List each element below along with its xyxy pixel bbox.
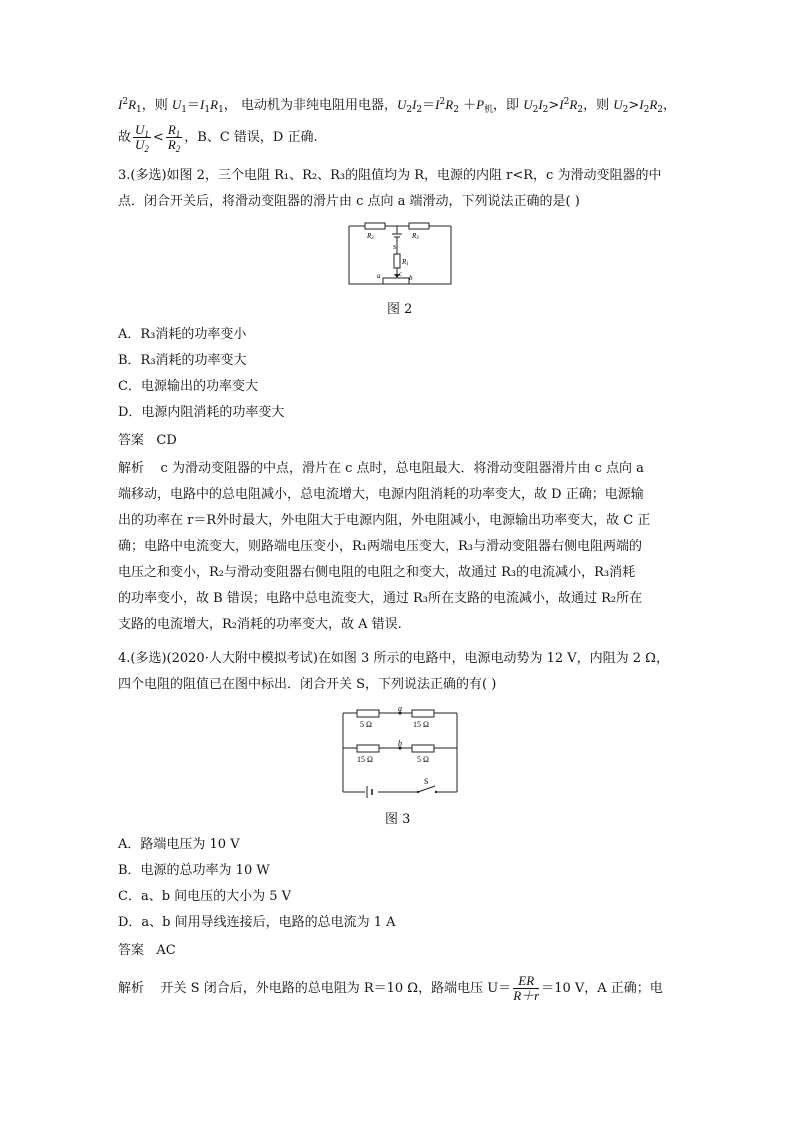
svg-text:c: c [399, 270, 403, 278]
resistor-r1 [394, 254, 400, 268]
svg-text:5 Ω: 5 Ω [417, 755, 429, 764]
switch-blade [418, 786, 435, 792]
continuation-line-2: 故 $\frac{U_1}{U_2}$ < $\frac{R_1}{R_2}$ ，B、C 错误，D 正确. [118, 122, 318, 154]
svg-text:15 Ω: 15 Ω [357, 755, 373, 764]
q4-option-b: B．电源的总功率为 10 W [118, 863, 270, 878]
q3-analysis-line-2: 端移动，电路中的总电阻减小，总电流增大，电源内阻消耗的功率变大，故 D 正确；电源输 [118, 487, 644, 502]
svg-text:a: a [398, 706, 402, 713]
q3-option-c: C．电源输出的功率变大 [118, 379, 258, 394]
continuation-line-1: $I^2R_1$，则 $U_1=I_1R_1$， 电动机为非纯电阻用电器，$U_2I_2=I^2R_2 +P_机$，即 $U_2I_2>I^2R_2$，则 $U_2>I_2R_2$， [118, 97, 677, 115]
q3-analysis-line-1: 解析 c 为滑动变阻器的中点，滑片在 c 点时，总电阻最大．将滑动变阻器滑片由 c 点向 a [118, 461, 644, 476]
q4-stem-line-2: 四个电阻的阻值已在图中标出．闭合开关 S，下列说法正确的有( ) [118, 677, 497, 692]
svg-text:b: b [409, 274, 413, 282]
q3-analysis-line-4: 确；电路中电流变大，则路端电压变小，R₁两端电压变大，R₃与滑动变阻器右侧电阻两端的 [118, 539, 642, 554]
q4-option-a: A．路端电压为 10 V [118, 837, 240, 852]
q4-answer [118, 942, 176, 960]
fraction-u1-u2: $\frac{U_1}{U_2}$ [135, 122, 149, 154]
svg-text:R3: R3 [412, 232, 419, 241]
q3-option-b: B．R₃消耗的功率变大 [118, 353, 247, 368]
q4-stem-line-1: 4.(多选)(2020·人大附中模拟考试)在如图 3 所示的电路中，电源电动势为 12 V，内阻为 2 Ω， [118, 651, 669, 666]
q3-analysis-line-5: 电压之和变小，R₂与滑动变阻器右侧电阻的电阻之和变大，故通过 R₃的电流减小，R₃消耗 [118, 565, 636, 580]
fraction-er-over-r-plus-r: $\frac{ER}{R+r}$ [513, 973, 540, 1003]
svg-text:a: a [377, 272, 381, 280]
answer-label: 答案 [118, 943, 145, 958]
rheostat [383, 278, 409, 284]
svg-text:S: S [424, 777, 429, 786]
svg-text:15 Ω: 15 Ω [413, 720, 429, 729]
svg-text:S: S [393, 245, 397, 251]
q3-answer [118, 432, 177, 450]
q4-option-c: C．a、b 间电压的大小为 5 V [118, 889, 292, 904]
resistor-top-left [357, 710, 379, 717]
resistor-mid-right [412, 745, 434, 752]
figure-2-circuit [345, 222, 455, 288]
resistor-top-right [412, 710, 434, 717]
resistor-mid-left [357, 745, 379, 752]
q3-stem-line-2: 点．闭合开关后，将滑动变阻器的滑片由 c 点向 a 端滑动，下列说法正确的是( ) [118, 194, 580, 209]
svg-text:b: b [398, 739, 402, 748]
figure-3-circuit [340, 706, 460, 800]
q4-option-d: D．a、b 间用导线连接后，电路的总电流为 1 A [118, 915, 396, 930]
answer-label: 答案 [118, 433, 145, 448]
resistor-r2 [365, 223, 385, 229]
resistor-r3 [409, 223, 429, 229]
q3-stem-line-1: 3.(多选)如图 2，三个电阻 R₁、R₂、R₃的阻值均为 R，电源的内阻 r<R，c 为滑动变阻器的中 [118, 168, 662, 183]
q3-analysis-line-3: 出的功率在 r＝R外时最大，外电阻大于电源内阻，外电阻减小，电源输出功率变大，故 C 正 [118, 513, 651, 528]
q3-option-d: D．电源内阻消耗的功率变大 [118, 405, 285, 420]
analysis-label: 解析 [118, 981, 145, 996]
q4-analysis-line-1: 解析 开关 S 闭合后，外电路的总电阻为 R＝10 Ω，路端电压 U＝ $\frac{ER}{R+r}$ ＝10 V，A 正确；电 [118, 973, 663, 1003]
q3-analysis-line-6: 的功率变小，故 B 错误；电路中总电流变大，通过 R₃所在支路的电流减小，故通过 R₂所在 [118, 591, 643, 606]
figure-3-caption: 图 3 [385, 812, 411, 827]
analysis-label: 解析 [118, 461, 145, 476]
fraction-r1-r2: $\frac{R_1}{R_2}$ [167, 122, 181, 154]
answer-value: CD [156, 433, 177, 448]
q3-analysis-line-7: 支路的电流增大，R₂消耗的功率变大，故 A 错误. [118, 617, 402, 632]
answer-value: AC [156, 943, 176, 958]
figure-2-caption: 图 2 [387, 302, 413, 317]
svg-text:R1: R1 [402, 258, 409, 267]
svg-text:R2: R2 [367, 232, 374, 241]
q3-option-a: A．R₃消耗的功率变小 [118, 327, 247, 342]
svg-text:5 Ω: 5 Ω [360, 720, 372, 729]
